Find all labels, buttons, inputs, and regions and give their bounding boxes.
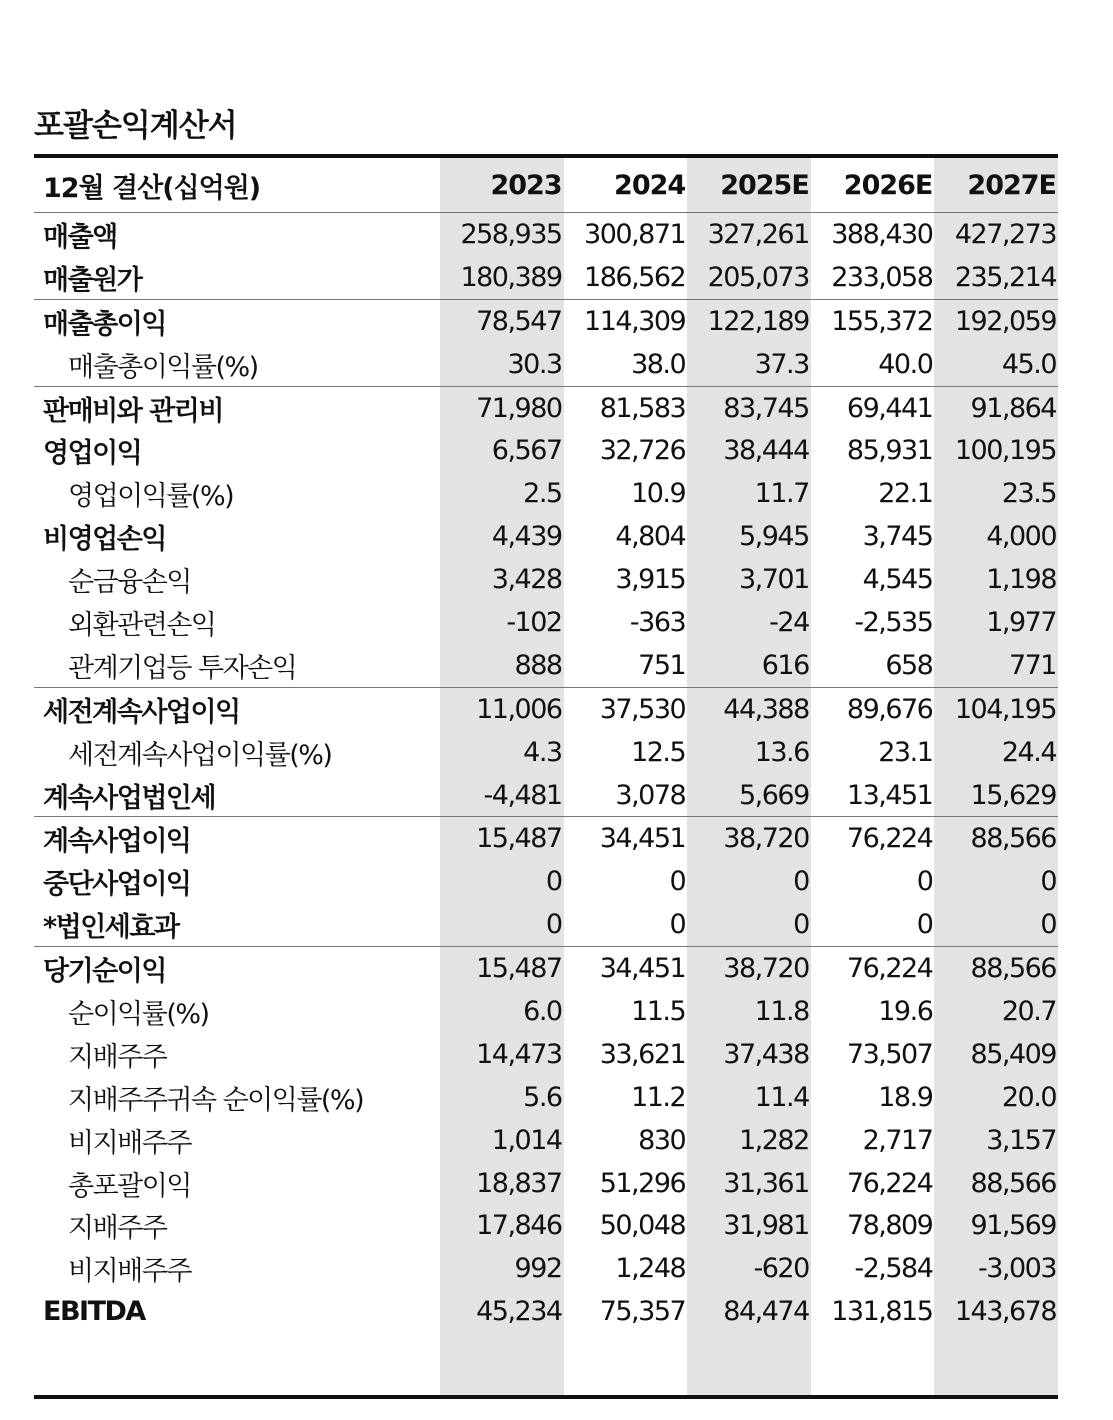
- row-value: 40.0: [878, 348, 933, 380]
- row-value: 5.6: [523, 1081, 562, 1113]
- table-row: [34, 601, 1058, 644]
- row-value: 888: [514, 649, 562, 681]
- table-footer-spacer: [34, 1333, 1058, 1397]
- row-value: 3,915: [615, 564, 686, 596]
- row-value: 15,487: [440, 947, 564, 990]
- row-value: 20.0: [1001, 1081, 1056, 1113]
- row-value: -2,584: [854, 1253, 933, 1285]
- row-value: 11.4: [754, 1081, 809, 1113]
- row-label: 세전계속사업이익률(%): [68, 739, 332, 771]
- table-row: [34, 1290, 1058, 1333]
- empty-cell: [440, 1333, 564, 1397]
- row-value: 0: [916, 866, 933, 898]
- row-value: 15,487: [440, 817, 564, 860]
- row-value: 19.6: [878, 995, 933, 1027]
- row-value: 17,846: [476, 1210, 562, 1242]
- row-value: 23.5: [1001, 478, 1056, 510]
- row-label: 매출총이익: [34, 299, 440, 342]
- row-value: -102: [506, 606, 562, 638]
- row-label: 영업이익률(%): [68, 481, 234, 513]
- row-value: 11,006: [440, 687, 564, 730]
- row-label: EBITDA: [43, 1296, 145, 1328]
- row-label: 계속사업이익: [34, 817, 440, 860]
- row-value: 4,545: [862, 564, 933, 596]
- row-value: 1,014: [491, 1124, 562, 1156]
- row-value: 771: [1008, 649, 1056, 681]
- row-value: 37,438: [723, 1038, 809, 1070]
- row-value: 13.6: [754, 736, 809, 768]
- row-value: 0: [545, 866, 562, 898]
- header-year: 2024: [564, 156, 688, 213]
- row-value: 155,372: [811, 299, 935, 342]
- header-row: [34, 156, 1058, 213]
- row-value: 131,815: [831, 1296, 933, 1328]
- row-value: 180,389: [460, 261, 562, 293]
- row-value: 12.5: [631, 736, 686, 768]
- row-label: 비영업손익: [43, 524, 166, 556]
- header-label: 12월 결산(십억원): [34, 156, 440, 213]
- table-row: [34, 213, 1058, 256]
- row-value: 5,945: [738, 521, 809, 553]
- row-value: 1,198: [986, 564, 1056, 596]
- row-value: 0: [669, 909, 686, 941]
- row-value: 0: [545, 909, 562, 941]
- row-value: 76,224: [811, 817, 935, 860]
- row-value: 76,224: [846, 1167, 933, 1199]
- row-value: 76,224: [811, 947, 935, 990]
- row-value: 50,048: [599, 1210, 686, 1242]
- row-value: 75,357: [599, 1296, 686, 1328]
- row-value: 104,195: [934, 687, 1058, 730]
- row-value: 91,864: [934, 386, 1058, 429]
- row-value: 38,444: [723, 435, 809, 467]
- row-value: 11.2: [631, 1081, 686, 1113]
- row-value: 11.8: [754, 995, 809, 1027]
- row-label: 지배주주: [68, 1213, 167, 1245]
- row-value: -4,481: [483, 779, 562, 811]
- row-value: 24.4: [1001, 736, 1056, 768]
- row-value: 0: [793, 866, 809, 898]
- table-row: [34, 299, 1058, 342]
- row-value: 1,977: [986, 606, 1056, 638]
- row-value: 23.1: [878, 736, 933, 768]
- row-label: 관계기업등 투자손익: [68, 652, 297, 684]
- row-label: 지배주주: [68, 1041, 167, 1073]
- row-value: 327,261: [707, 218, 809, 250]
- row-label: 매출원가: [43, 264, 142, 296]
- empty-cell: [934, 1333, 1058, 1397]
- row-label: 당기순이익: [34, 947, 440, 990]
- row-value: 4.3: [523, 736, 562, 768]
- row-value: 427,273: [954, 218, 1056, 250]
- row-value: 18,837: [476, 1167, 562, 1199]
- row-value: 85,931: [846, 435, 933, 467]
- row-value: 45,234: [476, 1296, 562, 1328]
- row-value: 4,439: [491, 521, 562, 553]
- row-value: 20.7: [1001, 995, 1056, 1027]
- row-value: 83,745: [687, 386, 811, 429]
- table-row: [34, 1204, 1058, 1247]
- table-row: [34, 903, 1058, 946]
- row-value: 2.5: [523, 478, 562, 510]
- table-row: [34, 1162, 1058, 1205]
- row-value: 658: [885, 649, 933, 681]
- row-value: 88,566: [934, 947, 1058, 990]
- row-value: 4,804: [615, 521, 686, 553]
- row-value: 15,629: [970, 779, 1056, 811]
- row-value: 89,676: [811, 687, 935, 730]
- row-value: -2,535: [854, 606, 933, 638]
- row-value: 751: [638, 649, 686, 681]
- row-value: 300,871: [584, 218, 686, 250]
- row-value: 616: [761, 649, 809, 681]
- row-value: 44,388: [687, 687, 811, 730]
- income-statement: [34, 98, 1058, 1399]
- row-value: 37.3: [754, 348, 809, 380]
- row-value: 3,745: [862, 521, 933, 553]
- row-value: 10.9: [631, 478, 686, 510]
- row-label: 영업이익: [43, 438, 142, 470]
- row-label: *법인세효과: [43, 912, 179, 944]
- table-body: [34, 213, 1058, 1398]
- row-label: 순이익률(%): [68, 998, 209, 1030]
- row-label: 매출액: [43, 221, 117, 253]
- row-value: 0: [916, 909, 933, 941]
- table-row: [34, 731, 1058, 774]
- row-value: 22.1: [878, 478, 933, 510]
- row-value: -620: [753, 1253, 809, 1285]
- row-label: 외환관련손익: [68, 609, 216, 641]
- row-value: -3,003: [977, 1253, 1056, 1285]
- table-row: [34, 644, 1058, 687]
- row-value: 205,073: [707, 261, 809, 293]
- row-value: 143,678: [954, 1296, 1056, 1328]
- table-row: [34, 687, 1058, 730]
- header-year: 2027E: [934, 156, 1058, 213]
- row-value: 6,567: [491, 435, 562, 467]
- row-value: 3,428: [491, 564, 562, 596]
- row-label: 비지배주주: [68, 1256, 191, 1288]
- table-row: [34, 990, 1058, 1033]
- table-row: [34, 1076, 1058, 1119]
- row-value: 31,361: [723, 1167, 809, 1199]
- row-value: 81,583: [564, 386, 688, 429]
- row-value: 0: [1040, 909, 1056, 941]
- row-value: 3,078: [615, 779, 686, 811]
- empty-cell: [687, 1333, 811, 1397]
- row-value: 51,296: [599, 1167, 686, 1199]
- table-row: [34, 1247, 1058, 1290]
- row-value: 33,621: [599, 1038, 686, 1070]
- row-value: 78,547: [440, 299, 564, 342]
- table-row: [34, 558, 1058, 601]
- row-value: 13,451: [846, 779, 933, 811]
- row-value: 233,058: [831, 261, 933, 293]
- row-value: 18.9: [878, 1081, 933, 1113]
- table-row: [34, 515, 1058, 558]
- row-label: 계속사업법인세: [43, 782, 216, 814]
- table-row: [34, 817, 1058, 860]
- row-value: 192,059: [934, 299, 1058, 342]
- row-value: 78,809: [846, 1210, 933, 1242]
- row-label: 순금융손익: [68, 567, 191, 599]
- row-label: 세전계속사업이익: [34, 687, 440, 730]
- empty-cell: [34, 1333, 440, 1397]
- row-value: 2,717: [862, 1124, 933, 1156]
- row-value: 11.7: [754, 478, 809, 510]
- row-value: 830: [638, 1124, 686, 1156]
- row-value: 0: [793, 909, 809, 941]
- row-value: 11.5: [631, 995, 686, 1027]
- row-label: 판매비와 관리비: [34, 386, 440, 429]
- income-statement-table: [34, 154, 1058, 1399]
- row-value: 0: [669, 866, 686, 898]
- row-value: 4,000: [986, 521, 1056, 553]
- row-value: 122,189: [687, 299, 811, 342]
- row-value: 30.3: [507, 348, 562, 380]
- row-value: 73,507: [846, 1038, 933, 1070]
- table-row: [34, 386, 1058, 429]
- row-value: 1,282: [738, 1124, 809, 1156]
- table-row: [34, 860, 1058, 903]
- row-value: 69,441: [811, 386, 935, 429]
- row-value: 37,530: [564, 687, 688, 730]
- row-value: 84,474: [723, 1296, 809, 1328]
- row-value: 88,566: [970, 1167, 1056, 1199]
- table-row: [34, 774, 1058, 817]
- row-value: -24: [769, 606, 809, 638]
- row-value: 34,451: [564, 947, 688, 990]
- header-year: 2025E: [687, 156, 811, 213]
- row-value: 186,562: [584, 261, 686, 293]
- row-value: 32,726: [599, 435, 686, 467]
- row-value: 88,566: [934, 817, 1058, 860]
- row-value: 235,214: [954, 261, 1056, 293]
- table-row: [34, 947, 1058, 990]
- row-value: 6.0: [523, 995, 562, 1027]
- table-row: [34, 1119, 1058, 1162]
- table-row: [34, 429, 1058, 472]
- row-value: 71,980: [440, 386, 564, 429]
- row-value: 38.0: [631, 348, 686, 380]
- row-value: 114,309: [564, 299, 688, 342]
- row-label: 총포괄이익: [68, 1170, 191, 1202]
- table-row: [34, 343, 1058, 386]
- row-value: 3,157: [986, 1124, 1056, 1156]
- row-label: 중단사업이익: [43, 869, 191, 901]
- row-value: 5,669: [738, 779, 809, 811]
- empty-cell: [564, 1333, 688, 1397]
- row-value: 1,248: [615, 1253, 686, 1285]
- header-year: 2026E: [811, 156, 935, 213]
- row-value: 38,720: [687, 947, 811, 990]
- row-value: 3,701: [738, 564, 809, 596]
- row-value: 388,430: [831, 218, 933, 250]
- row-value: -363: [629, 606, 686, 638]
- empty-cell: [811, 1333, 935, 1397]
- row-value: 258,935: [460, 218, 562, 250]
- table-row: [34, 1033, 1058, 1076]
- row-value: 100,195: [954, 435, 1056, 467]
- page-title: 포괄손익계산서: [34, 108, 237, 144]
- row-value: 992: [514, 1253, 562, 1285]
- row-label: 매출총이익률(%): [68, 351, 258, 383]
- row-value: 14,473: [476, 1038, 562, 1070]
- row-value: 0: [1040, 866, 1056, 898]
- row-label: 지배주주귀속 순이익률(%): [68, 1084, 364, 1116]
- row-value: 31,981: [723, 1210, 809, 1242]
- row-value: 45.0: [1001, 348, 1056, 380]
- row-value: 91,569: [970, 1210, 1056, 1242]
- table-row: [34, 256, 1058, 299]
- row-value: 34,451: [564, 817, 688, 860]
- header-year: 2023: [440, 156, 564, 213]
- row-value: 38,720: [687, 817, 811, 860]
- table-row: [34, 472, 1058, 515]
- row-value: 85,409: [970, 1038, 1056, 1070]
- row-label: 비지배주주: [68, 1127, 191, 1159]
